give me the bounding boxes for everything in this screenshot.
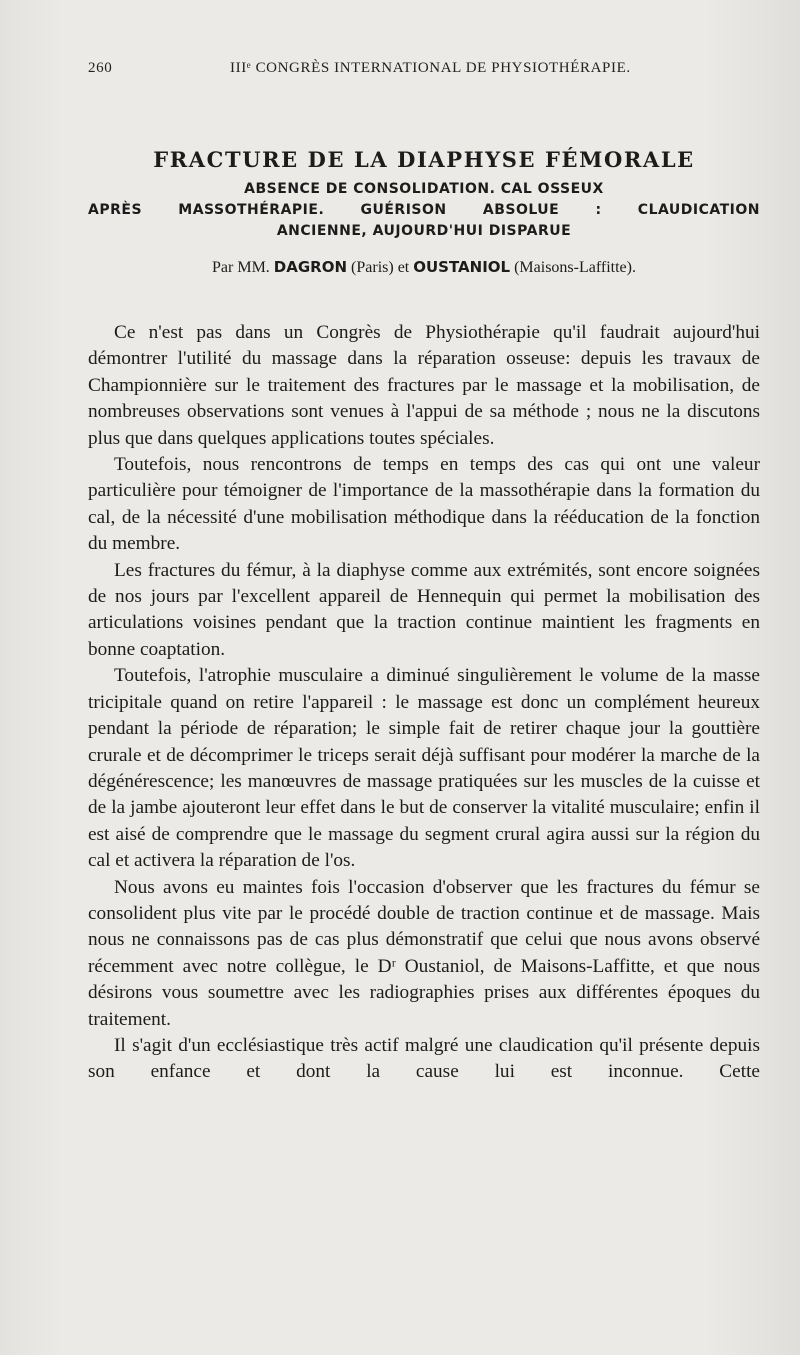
article-heading	[88, 146, 760, 279]
paragraph: Il s'agit d'un ecclésiastique très actif malgré une claudication qu'il présente depuis son enfance et dont la cause lui est inconnue. Cette	[88, 1034, 760, 1083]
author-name-1: DAGRON	[273, 258, 348, 276]
paragraph: Nous avons eu maintes fois l'occasion d'observer que les fractures du fémur se consolident plus vite par le procédé double de traction continue et de massage. Mais nous ne connaissons pas de cas plus démonstratif que celui que nous avons observé récemment avec notre collègue, le Dʳ Oustaniol, de Maisons-Laffitte, et que nous désirons vous soumettre avec les radiographies prises aux différentes époques du traitement.	[88, 876, 760, 1030]
paragraph: Toutefois, nous rencontrons de temps en temps des cas qui ont une valeur particulière pour témoigner de l'importance de la massothérapie dans la formation du cal, de la nécessité d'une mobilisation méthodique dans la rééducation de la fonction du membre.	[88, 454, 760, 555]
author-place-2: (Maisons-Laffitte).	[514, 259, 636, 276]
author-name-2: OUSTANIOL	[413, 258, 511, 276]
article-subtitle-line-3: ANCIENNE, AUJOURD'HUI DISPARUE	[276, 223, 572, 239]
byline-prefix: Par MM.	[212, 259, 270, 276]
article-subtitle-line-1: ABSENCE DE CONSOLIDATION. CAL OSSEUX	[244, 181, 604, 197]
author-place-1: (Paris)	[351, 259, 394, 276]
running-header	[88, 60, 768, 82]
article-title: FRACTURE DE LA DIAPHYSE FÉMORALE	[153, 147, 695, 172]
author-byline	[88, 256, 760, 279]
paragraph: Toutefois, l'atrophie musculaire a diminué singulièrement le volume de la masse tricipitale quand on retire l'appareil : le massage est donc un complément heureux pendant la période de réparation; le simple fait de retirer chaque jour la gouttière crurale et de décomprimer le triceps serait déjà suffisant pour modérer la marche de la dégénérescence; les manœuvres de massage pratiquées sur les muscles de la cuisse et de la jambe ajouteront leur effet dans le but de conserver la vitalité musculaire; enfin il est aisé de comprendre que le massage du segment crural agira aussi sur la région du cal et activera la réparation de l'os.	[88, 665, 760, 872]
article-subtitle-line-2: APRÈS MASSOTHÉRAPIE. GUÉRISON ABSOLUE : CLAUDICATION	[88, 202, 760, 218]
running-title: IIIᵉ CONGRÈS INTERNATIONAL DE PHYSIOTHÉRAPIE.	[230, 60, 631, 76]
paragraph: Les fractures du fémur, à la diaphyse comme aux extrémités, sont encore soignées de nos jours par l'excellent appareil de Hennequin qui permet la mobilisation des articulations voisines pendant que la traction continue maintient les fragments en bonne coaptation.	[88, 559, 760, 660]
byline-conjunction: et	[397, 259, 410, 276]
paragraph: Ce n'est pas dans un Congrès de Physiothérapie qu'il faudrait aujourd'hui démontrer l'utilité du massage dans la réparation osseuse: depuis les travaux de Championnière sur le traitement des fractures par le massage et la mobilisation, de nombreuses observations sont venues à l'appui de sa méthode ; nous ne la discutons plus que dans quelques applications toutes spéciales.	[88, 322, 760, 449]
page-number: 260	[88, 60, 113, 76]
article-body	[88, 320, 760, 1086]
